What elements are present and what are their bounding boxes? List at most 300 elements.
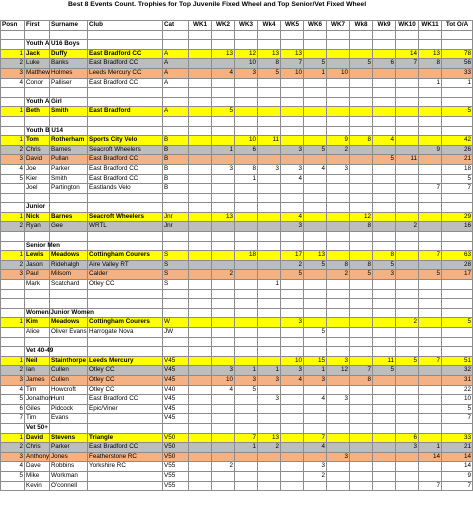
cell[interactable] [396, 184, 419, 194]
cell[interactable] [373, 30, 396, 40]
cell[interactable]: O'connell [50, 481, 88, 491]
cell[interactable] [419, 308, 442, 318]
column-header[interactable]: Wk8 [350, 21, 373, 31]
cell[interactable] [373, 452, 396, 462]
cell[interactable] [1, 481, 25, 491]
cell[interactable] [373, 347, 396, 357]
cell[interactable] [50, 88, 88, 98]
cell[interactable] [396, 164, 419, 174]
cell[interactable]: Jnr [163, 222, 189, 232]
cell[interactable]: WRTL [88, 222, 163, 232]
column-header[interactable]: WK11 [419, 21, 442, 31]
cell[interactable] [1, 126, 25, 136]
cell[interactable] [212, 356, 235, 366]
cell[interactable]: 8 [350, 136, 373, 146]
cell[interactable] [281, 136, 304, 146]
cell[interactable] [189, 155, 212, 165]
cell[interactable] [419, 433, 442, 443]
cell[interactable]: 26 [442, 145, 473, 155]
cell[interactable]: 4 [281, 375, 304, 385]
cell[interactable] [235, 347, 258, 357]
cell[interactable]: 15 [304, 356, 327, 366]
cell[interactable]: Youth A Girl [25, 97, 50, 107]
cell[interactable]: 2 [1, 145, 25, 155]
cell[interactable] [281, 299, 304, 309]
cell[interactable] [373, 49, 396, 59]
column-header[interactable]: WK1 [189, 21, 212, 31]
cell[interactable]: W [163, 318, 189, 328]
cell[interactable]: 4 [212, 385, 235, 395]
cell[interactable] [212, 337, 235, 347]
cell[interactable] [396, 299, 419, 309]
cell[interactable] [212, 193, 235, 203]
cell[interactable] [373, 107, 396, 117]
cell[interactable] [304, 347, 327, 357]
cell[interactable]: 14 [419, 452, 442, 462]
cell[interactable] [373, 443, 396, 453]
cell[interactable] [327, 299, 350, 309]
cell[interactable] [1, 308, 25, 318]
cell[interactable]: 10 [442, 395, 473, 405]
cell[interactable]: David [25, 155, 50, 165]
cell[interactable]: 3 [373, 270, 396, 280]
cell[interactable] [281, 308, 304, 318]
cell[interactable]: 51 [442, 356, 473, 366]
cell[interactable]: 2 [1, 59, 25, 69]
cell[interactable]: 9 [327, 136, 350, 146]
cell[interactable] [235, 452, 258, 462]
cell[interactable] [281, 241, 304, 251]
cell[interactable] [189, 107, 212, 117]
cell[interactable] [373, 68, 396, 78]
cell[interactable]: 2 [1, 366, 25, 376]
cell[interactable]: 1 [1, 356, 25, 366]
cell[interactable] [88, 40, 163, 50]
cell[interactable] [281, 30, 304, 40]
cell[interactable] [304, 97, 327, 107]
cell[interactable]: Otley CC [88, 366, 163, 376]
cell[interactable]: 8 [235, 164, 258, 174]
cell[interactable]: Palliser [50, 78, 88, 88]
cell[interactable]: B [163, 174, 189, 184]
cell[interactable]: 5 [1, 471, 25, 481]
cell[interactable] [189, 145, 212, 155]
cell[interactable] [281, 433, 304, 443]
cell[interactable]: 9 [442, 471, 473, 481]
cell[interactable]: Stainthorpe [50, 356, 88, 366]
cell[interactable] [1, 116, 25, 126]
cell[interactable] [212, 395, 235, 405]
cell[interactable] [258, 260, 281, 270]
cell[interactable] [189, 328, 212, 338]
cell[interactable] [258, 222, 281, 232]
cell[interactable] [327, 203, 350, 213]
cell[interactable]: 4 [1, 164, 25, 174]
cell[interactable] [88, 423, 163, 433]
cell[interactable] [189, 462, 212, 472]
cell[interactable] [1, 241, 25, 251]
cell[interactable] [189, 88, 212, 98]
cell[interactable] [258, 299, 281, 309]
cell[interactable] [189, 222, 212, 232]
cell[interactable]: Chris [25, 443, 50, 453]
cell[interactable] [281, 471, 304, 481]
cell[interactable]: East Bradford CC [88, 443, 163, 453]
cell[interactable] [373, 385, 396, 395]
cell[interactable]: 2 [281, 260, 304, 270]
cell[interactable]: 8 [327, 260, 350, 270]
cell[interactable]: 3 [235, 68, 258, 78]
cell[interactable]: Yorkshire RC [88, 462, 163, 472]
cell[interactable]: 5 [350, 59, 373, 69]
cell[interactable] [419, 385, 442, 395]
cell[interactable] [304, 184, 327, 194]
cell[interactable]: 10 [235, 136, 258, 146]
cell[interactable] [189, 356, 212, 366]
cell[interactable] [304, 78, 327, 88]
cell[interactable] [163, 40, 189, 50]
cell[interactable] [419, 222, 442, 232]
cell[interactable] [235, 40, 258, 50]
cell[interactable] [235, 462, 258, 472]
cell[interactable] [304, 318, 327, 328]
cell[interactable] [163, 337, 189, 347]
cell[interactable]: 13 [281, 49, 304, 59]
cell[interactable] [258, 145, 281, 155]
cell[interactable] [373, 404, 396, 414]
cell[interactable] [1, 423, 25, 433]
cell[interactable] [396, 203, 419, 213]
cell[interactable] [442, 328, 473, 338]
cell[interactable]: 12 [327, 366, 350, 376]
cell[interactable] [304, 126, 327, 136]
cell[interactable] [419, 299, 442, 309]
cell[interactable] [396, 452, 419, 462]
cell[interactable] [212, 251, 235, 261]
cell[interactable] [419, 347, 442, 357]
cell[interactable] [88, 241, 163, 251]
cell[interactable]: 6 [373, 59, 396, 69]
cell[interactable] [396, 116, 419, 126]
cell[interactable] [373, 164, 396, 174]
cell[interactable] [212, 40, 235, 50]
cell[interactable] [258, 318, 281, 328]
cell[interactable] [25, 116, 50, 126]
cell[interactable]: Matthew [25, 68, 50, 78]
cell[interactable]: 17 [281, 251, 304, 261]
cell[interactable] [327, 347, 350, 357]
cell[interactable]: 5 [304, 145, 327, 155]
cell[interactable]: Jason [25, 260, 50, 270]
cell[interactable] [350, 433, 373, 443]
cell[interactable]: S [163, 270, 189, 280]
cell[interactable] [212, 78, 235, 88]
cell[interactable]: 4 [1, 78, 25, 88]
cell[interactable] [442, 280, 473, 290]
cell[interactable]: V55 [163, 481, 189, 491]
column-header[interactable]: WK3 [235, 21, 258, 31]
cell[interactable] [350, 299, 373, 309]
cell[interactable]: 5 [304, 328, 327, 338]
cell[interactable]: Ryan [25, 222, 50, 232]
cell[interactable]: 29 [442, 212, 473, 222]
cell[interactable]: 1 [258, 366, 281, 376]
cell[interactable] [419, 68, 442, 78]
cell[interactable]: Mike [25, 471, 50, 481]
cell[interactable] [396, 280, 419, 290]
cell[interactable] [50, 337, 88, 347]
cell[interactable]: Chris [25, 145, 50, 155]
cell[interactable]: 33 [442, 68, 473, 78]
cell[interactable] [304, 423, 327, 433]
cell[interactable] [350, 126, 373, 136]
cell[interactable]: Aire Valley RT [88, 260, 163, 270]
cell[interactable] [350, 481, 373, 491]
cell[interactable]: 3 [258, 164, 281, 174]
cell[interactable]: 12 [235, 49, 258, 59]
cell[interactable] [163, 347, 189, 357]
cell[interactable] [235, 212, 258, 222]
cell[interactable]: 3 [281, 145, 304, 155]
cell[interactable]: V50 [163, 433, 189, 443]
cell[interactable]: A [163, 59, 189, 69]
cell[interactable]: Kim [25, 318, 50, 328]
cell[interactable]: Gee [50, 222, 88, 232]
cell[interactable] [235, 337, 258, 347]
cell[interactable] [373, 222, 396, 232]
cell[interactable]: 13 [304, 251, 327, 261]
cell[interactable] [212, 260, 235, 270]
cell[interactable] [189, 164, 212, 174]
cell[interactable]: Jnr [163, 212, 189, 222]
cell[interactable] [373, 116, 396, 126]
cell[interactable] [212, 481, 235, 491]
cell[interactable] [189, 97, 212, 107]
cell[interactable]: A [163, 78, 189, 88]
cell[interactable]: Tom [25, 136, 50, 146]
cell[interactable]: 1 [1, 212, 25, 222]
cell[interactable]: Cottingham Courers [88, 251, 163, 261]
cell[interactable] [373, 414, 396, 424]
cell[interactable]: 5 [1, 174, 25, 184]
cell[interactable]: 10 [327, 68, 350, 78]
cell[interactable]: 11 [396, 155, 419, 165]
cell[interactable] [235, 241, 258, 251]
cell[interactable] [350, 471, 373, 481]
cell[interactable] [350, 40, 373, 50]
cell[interactable]: 5 [442, 318, 473, 328]
cell[interactable] [373, 423, 396, 433]
cell[interactable] [304, 203, 327, 213]
cell[interactable] [327, 481, 350, 491]
cell[interactable]: Sports City Velo [88, 136, 163, 146]
cell[interactable] [212, 203, 235, 213]
cell[interactable] [235, 414, 258, 424]
cell[interactable] [327, 40, 350, 50]
cell[interactable] [189, 116, 212, 126]
cell[interactable] [419, 174, 442, 184]
cell[interactable] [304, 30, 327, 40]
cell[interactable] [235, 356, 258, 366]
cell[interactable] [350, 203, 373, 213]
cell[interactable] [327, 107, 350, 117]
cell[interactable] [235, 308, 258, 318]
cell[interactable] [88, 481, 163, 491]
cell[interactable] [373, 212, 396, 222]
cell[interactable] [258, 328, 281, 338]
cell[interactable] [88, 337, 163, 347]
cell[interactable] [327, 385, 350, 395]
cell[interactable] [189, 471, 212, 481]
cell[interactable] [304, 289, 327, 299]
cell[interactable] [235, 404, 258, 414]
cell[interactable] [373, 337, 396, 347]
cell[interactable] [350, 337, 373, 347]
cell[interactable] [212, 443, 235, 453]
cell[interactable]: Cottingham Courers [88, 318, 163, 328]
cell[interactable]: James [25, 375, 50, 385]
cell[interactable] [304, 116, 327, 126]
cell[interactable] [373, 241, 396, 251]
cell[interactable] [304, 337, 327, 347]
cell[interactable]: V45 [163, 366, 189, 376]
cell[interactable] [304, 280, 327, 290]
cell[interactable]: 32 [442, 366, 473, 376]
cell[interactable]: East Bradford CC [88, 164, 163, 174]
cell[interactable] [396, 97, 419, 107]
cell[interactable] [212, 88, 235, 98]
cell[interactable]: 1 [235, 174, 258, 184]
cell[interactable] [281, 404, 304, 414]
cell[interactable]: 2 [304, 471, 327, 481]
cell[interactable]: 5 [419, 270, 442, 280]
cell[interactable] [212, 222, 235, 232]
cell[interactable] [373, 40, 396, 50]
cell[interactable] [189, 366, 212, 376]
cell[interactable]: Parker [50, 164, 88, 174]
cell[interactable] [304, 404, 327, 414]
cell[interactable] [419, 375, 442, 385]
cell[interactable]: Luke [25, 59, 50, 69]
cell[interactable]: Cullen [50, 375, 88, 385]
cell[interactable] [327, 78, 350, 88]
cell[interactable] [396, 30, 419, 40]
cell[interactable]: Youth A U16 Boys [25, 40, 50, 50]
cell[interactable] [373, 78, 396, 88]
cell[interactable] [304, 193, 327, 203]
cell[interactable] [419, 232, 442, 242]
column-header[interactable]: WK6 [304, 21, 327, 31]
cell[interactable] [419, 289, 442, 299]
cell[interactable] [189, 40, 212, 50]
cell[interactable] [304, 40, 327, 50]
cell[interactable]: 9 [419, 145, 442, 155]
cell[interactable] [163, 193, 189, 203]
cell[interactable] [1, 97, 25, 107]
cell[interactable]: 3 [1, 270, 25, 280]
cell[interactable]: 3 [281, 164, 304, 174]
cell[interactable] [258, 481, 281, 491]
cell[interactable]: 4 [304, 443, 327, 453]
cell[interactable] [396, 375, 419, 385]
cell[interactable] [189, 203, 212, 213]
cell[interactable] [235, 260, 258, 270]
cell[interactable] [1, 184, 25, 194]
cell[interactable] [327, 155, 350, 165]
cell[interactable]: East Bradford CC [88, 78, 163, 88]
cell[interactable] [258, 107, 281, 117]
cell[interactable] [189, 232, 212, 242]
cell[interactable] [442, 30, 473, 40]
cell[interactable] [396, 145, 419, 155]
cell[interactable]: Leeds Mercury [88, 356, 163, 366]
cell[interactable] [50, 232, 88, 242]
cell[interactable] [304, 49, 327, 59]
cell[interactable]: 1 [212, 145, 235, 155]
cell[interactable]: 5 [350, 270, 373, 280]
cell[interactable] [235, 97, 258, 107]
cell[interactable] [350, 452, 373, 462]
cell[interactable]: Joel [25, 184, 50, 194]
cell[interactable]: 5 [212, 107, 235, 117]
cell[interactable]: 14 [396, 49, 419, 59]
cell[interactable]: 3 [1, 68, 25, 78]
column-header[interactable]: WK7 [327, 21, 350, 31]
cell[interactable]: Tim [25, 414, 50, 424]
cell[interactable]: 3 [396, 443, 419, 453]
cell[interactable] [327, 232, 350, 242]
cell[interactable]: 10 [281, 356, 304, 366]
cell[interactable] [419, 164, 442, 174]
cell[interactable] [419, 260, 442, 270]
cell[interactable] [327, 433, 350, 443]
cell[interactable] [419, 116, 442, 126]
cell[interactable] [189, 318, 212, 328]
cell[interactable]: Partington [50, 184, 88, 194]
cell[interactable]: 3 [1, 155, 25, 165]
cell[interactable] [25, 232, 50, 242]
cell[interactable] [258, 155, 281, 165]
cell[interactable] [373, 328, 396, 338]
cell[interactable] [350, 193, 373, 203]
cell[interactable]: Neil [25, 356, 50, 366]
cell[interactable] [50, 203, 88, 213]
cell[interactable]: 6 [396, 433, 419, 443]
cell[interactable]: 3 [235, 375, 258, 385]
cell[interactable]: Youth B U14 [25, 126, 50, 136]
cell[interactable] [396, 136, 419, 146]
cell[interactable]: B [163, 164, 189, 174]
cell[interactable] [235, 299, 258, 309]
cell[interactable] [189, 251, 212, 261]
cell[interactable]: 7 [1, 414, 25, 424]
cell[interactable]: B [163, 155, 189, 165]
cell[interactable] [419, 318, 442, 328]
cell[interactable] [350, 395, 373, 405]
cell[interactable]: 31 [442, 375, 473, 385]
cell[interactable] [189, 347, 212, 357]
cell[interactable]: 2 [327, 270, 350, 280]
cell[interactable]: Junior [25, 203, 50, 213]
cell[interactable] [258, 414, 281, 424]
cell[interactable] [350, 88, 373, 98]
cell[interactable]: 3 [258, 395, 281, 405]
cell[interactable]: 7 [442, 481, 473, 491]
cell[interactable] [163, 423, 189, 433]
cell[interactable] [235, 289, 258, 299]
cell[interactable] [189, 414, 212, 424]
cell[interactable] [396, 251, 419, 261]
